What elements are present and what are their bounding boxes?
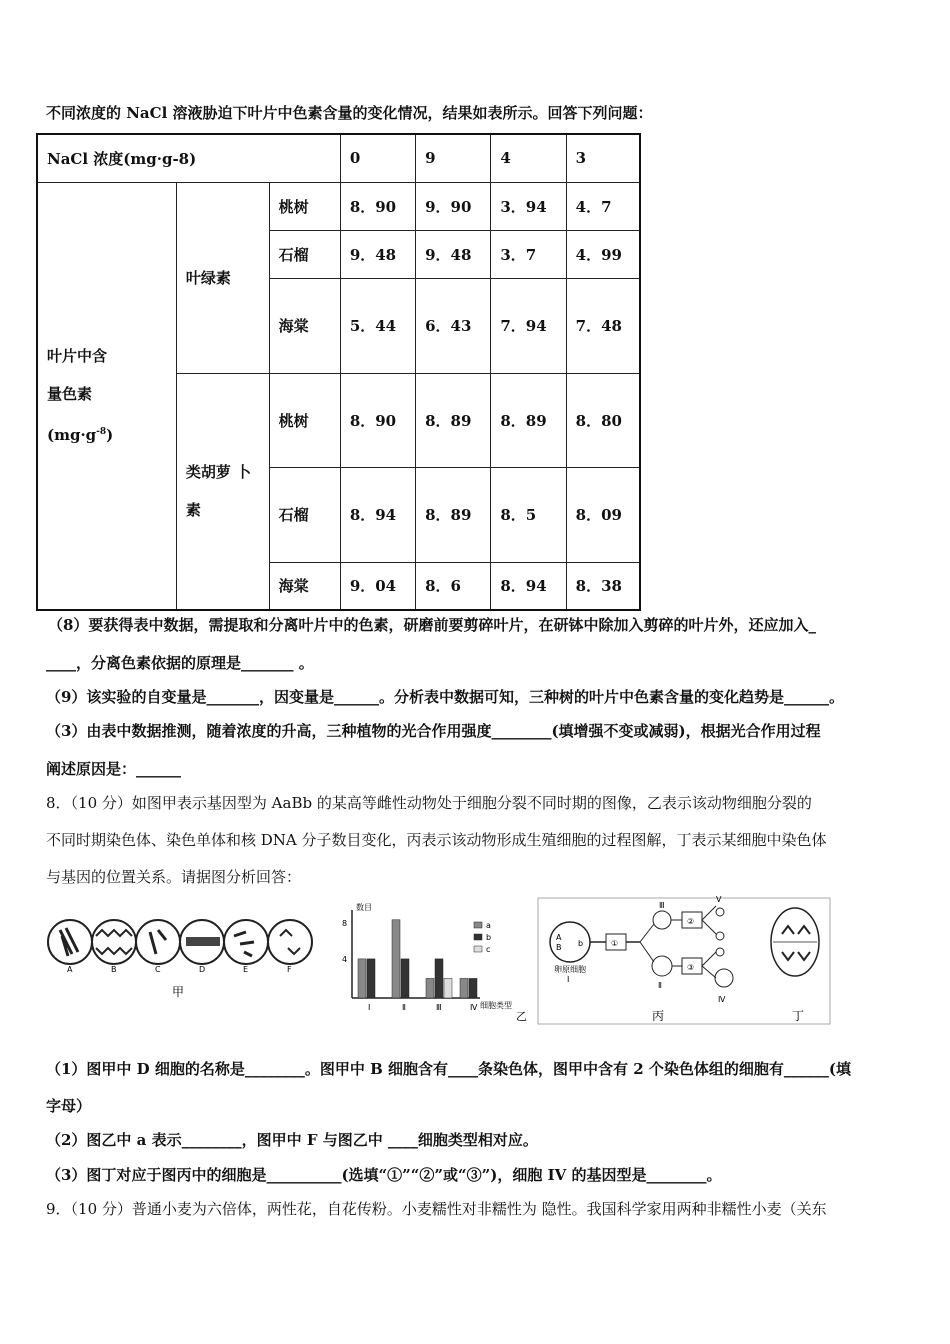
figure-bing bbox=[538, 896, 830, 1024]
bar-b-4 bbox=[469, 978, 477, 998]
svg-text:Ⅰ: Ⅰ bbox=[567, 975, 570, 984]
cell-value: 8．09 bbox=[566, 467, 640, 562]
cell-value: 8．90 bbox=[340, 182, 415, 230]
svg-text:Ⅴ: Ⅴ bbox=[716, 896, 722, 904]
ytick-4: 4 bbox=[342, 955, 348, 964]
cell-value: 8．90 bbox=[340, 373, 415, 467]
cell-b bbox=[92, 920, 136, 964]
fig-label-yi: 乙 bbox=[516, 1010, 527, 1023]
question-1b: 字母） bbox=[46, 1097, 92, 1115]
intro-text: 不同浓度的 NaCl 溶液胁迫下叶片中色素含量的变化情况，结果如表所示。回答下列问题： bbox=[46, 104, 653, 122]
bar-b-2 bbox=[401, 959, 409, 998]
question-2: （2）图乙中 a 表示________，图甲中 F 与图乙中 ____细胞类型相对应。 bbox=[46, 1131, 538, 1149]
cell-value: 9．04 bbox=[340, 562, 415, 610]
ytick-8: 8 bbox=[342, 919, 348, 928]
figure-ding bbox=[771, 908, 819, 1023]
cell-value: 6．43 bbox=[416, 278, 491, 373]
cell-label: E bbox=[243, 965, 249, 974]
svg-text:B: B bbox=[556, 943, 562, 952]
xtick: Ⅳ bbox=[470, 1003, 478, 1012]
cell-value: 8．89 bbox=[416, 373, 491, 467]
question-8a: （8）要获得表中数据，需提取和分离叶片中的色素，研磨前要剪碎叶片，在研钵中除加入剪碎的叶片外，还应加入_ bbox=[48, 616, 816, 634]
tree-name: 海棠 bbox=[269, 278, 340, 373]
cell-value: 7．94 bbox=[491, 278, 566, 373]
legend-c: c bbox=[486, 945, 491, 954]
fig-label-jia: 甲 bbox=[172, 985, 185, 999]
figure-jia bbox=[48, 920, 312, 999]
svg-text:b: b bbox=[578, 939, 584, 948]
pigment-chlorophyll: 叶绿素 bbox=[176, 182, 269, 373]
problem-8-line3: 与基因的位置关系。请据图分析回答： bbox=[46, 868, 302, 886]
label-circle2: ② bbox=[687, 917, 695, 926]
conc-0: 0 bbox=[340, 134, 415, 182]
xtick: Ⅲ bbox=[436, 1003, 442, 1012]
legend-b: b bbox=[486, 933, 492, 942]
question-8b: ____，分离色素依据的原理是_______ 。 bbox=[46, 654, 314, 672]
cell-value: 8．94 bbox=[340, 467, 415, 562]
cell-label: B bbox=[111, 965, 117, 974]
cell-c bbox=[136, 920, 180, 964]
cell-value: 4．99 bbox=[566, 230, 640, 278]
bar-c-3 bbox=[444, 978, 452, 998]
pigment-table bbox=[36, 133, 641, 611]
tree-name: 桃树 bbox=[269, 182, 340, 230]
cell-value: 8．6 bbox=[416, 562, 491, 610]
xtick: Ⅱ bbox=[402, 1003, 406, 1012]
problem-8-line1: 8．（10 分）如图甲表示基因型为 AaBb 的某高等雌性动物处于细胞分裂不同时期的图像，乙表示该动物细胞分裂的 bbox=[46, 794, 812, 812]
bar-a-2 bbox=[392, 920, 400, 998]
bar-a-4 bbox=[460, 978, 468, 998]
conc-3: 3 bbox=[566, 134, 640, 182]
bar-b-1 bbox=[367, 959, 375, 998]
cell-value: 4．7 bbox=[566, 182, 640, 230]
bar-b-3 bbox=[435, 959, 443, 998]
question-3a: （3）由表中数据推测，随着浓度的升高，三种植物的光合作用强度________(填增强不变或减弱)，根据光合作用过程 bbox=[46, 722, 821, 740]
oogonium bbox=[550, 922, 590, 962]
svg-text:Ⅱ: Ⅱ bbox=[658, 981, 662, 990]
question-9: （9）该实验的自变量是_______，因变量是______。分析表中数据可知，三种树的叶片中色素含量的变化趋势是______。 bbox=[46, 688, 844, 706]
label-circle1: ① bbox=[611, 939, 619, 948]
fig-label-ding: 丁 bbox=[792, 1009, 805, 1023]
pigment-carotenoid: 类胡萝 卜 素 bbox=[176, 373, 269, 610]
conc-2: 4 bbox=[491, 134, 566, 182]
cell-value: 8．38 bbox=[566, 562, 640, 610]
cell-label: D bbox=[199, 965, 206, 974]
chart-xlabel: 细胞类型 bbox=[480, 1001, 512, 1010]
cell-value: 9．90 bbox=[416, 182, 491, 230]
problem-9: 9．（10 分）普通小麦为六倍体，两性花，自花传粉。小麦糯性对非糯性为 隐性。我国科学家用两种非糯性小麦（关东 bbox=[46, 1200, 827, 1218]
tree-name: 海棠 bbox=[269, 562, 340, 610]
table-header-label: NaCl 浓度(mg·g-8) bbox=[37, 134, 340, 182]
svg-text:A: A bbox=[556, 933, 562, 942]
problem-8-line2: 不同时期染色体、染色单体和核 DNA 分子数目变化，丙表示该动物形成生殖细胞的过程图解，丁表示某细胞中染色体 bbox=[46, 831, 827, 849]
cell-value: 7．48 bbox=[566, 278, 640, 373]
cell-value: 8．94 bbox=[491, 562, 566, 610]
cell-f bbox=[268, 920, 312, 964]
figure-yi bbox=[342, 902, 527, 1023]
cell-value: 9．48 bbox=[416, 230, 491, 278]
oogonium-label: 卵原细胞 bbox=[554, 965, 586, 974]
cell-value: 8．5 bbox=[491, 467, 566, 562]
cell-value: 3．94 bbox=[491, 182, 566, 230]
cell-a bbox=[48, 920, 92, 964]
chart-ylabel: 数目 bbox=[356, 903, 372, 912]
cell-label: A bbox=[67, 965, 73, 974]
cell-label: C bbox=[155, 965, 161, 974]
cell-value: 3．7 bbox=[491, 230, 566, 278]
cell-value: 8．80 bbox=[566, 373, 640, 467]
cell-value: 9．48 bbox=[340, 230, 415, 278]
question-1a: （1）图甲中 D 细胞的名称是________。图甲中 B 细胞含有____条染色体，图甲中含有 2 个染色体组的细胞有______(填 bbox=[46, 1060, 851, 1078]
svg-text:Ⅲ: Ⅲ bbox=[659, 901, 665, 910]
legend-a: a bbox=[486, 921, 491, 930]
tree-name: 桃树 bbox=[269, 373, 340, 467]
svg-text:Ⅳ: Ⅳ bbox=[718, 995, 726, 1004]
xtick: Ⅰ bbox=[368, 1003, 371, 1012]
cell-label: F bbox=[287, 965, 292, 974]
cell-value: 5．44 bbox=[340, 278, 415, 373]
bar-a-3 bbox=[426, 978, 434, 998]
bar-a-1 bbox=[358, 959, 366, 998]
label-circle3: ③ bbox=[687, 963, 695, 972]
conc-1: 9 bbox=[416, 134, 491, 182]
figures bbox=[40, 896, 840, 1026]
row-group-label: 叶片中含 量色素 $(mg\cdot g^{-8})$ bbox=[37, 182, 176, 610]
question-3: （3）图丁对应于图丙中的细胞是__________(选填“①”“②”或“③”)，细胞 IV 的基因型是________。 bbox=[46, 1166, 722, 1184]
cell-value: 8．89 bbox=[491, 373, 566, 467]
cell-value: 8．89 bbox=[416, 467, 491, 562]
fig-label-bing: 丙 bbox=[652, 1009, 665, 1023]
question-3b: 阐述原因是：______ bbox=[46, 760, 182, 778]
tree-name: 石榴 bbox=[269, 467, 340, 562]
tree-name: 石榴 bbox=[269, 230, 340, 278]
